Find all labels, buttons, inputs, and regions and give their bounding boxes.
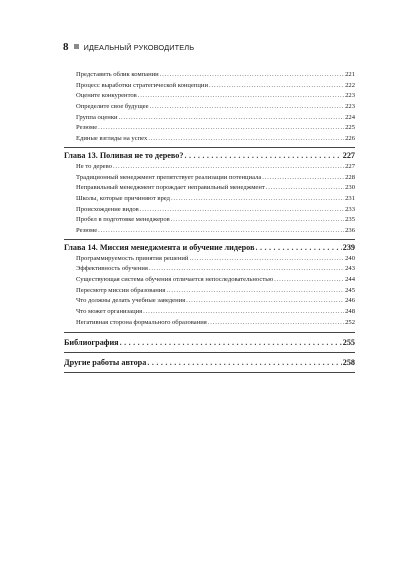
toc-entry[interactable]: Определите свое будущее . . . 223 — [64, 102, 355, 113]
toc-other-works[interactable]: Другие работы автора . . . 258 — [64, 356, 355, 369]
toc-entry[interactable]: Что должны делать учебные заведения . . . 246 — [64, 296, 355, 307]
toc-entry[interactable]: Негативная сторона формального образования . . . 252 — [64, 318, 355, 329]
toc-entry[interactable]: Происхождение видов . . . 233 — [64, 205, 355, 216]
divider — [64, 147, 355, 148]
toc-entry[interactable]: Резюме . . . 236 — [64, 226, 355, 237]
toc-entry[interactable]: Эффективность обучения . . . 243 — [64, 264, 355, 275]
divider — [64, 332, 355, 333]
toc-entry[interactable]: Пересмотр миссии образования . . . 245 — [64, 286, 355, 297]
toc-group-1 — [64, 70, 355, 145]
toc-entry[interactable]: Процесс выработки стратегической концепции . . . 222 — [64, 81, 355, 92]
toc-chapter-14[interactable]: Глава 14. Миссия менеджмента и обучение лидеров . . . 239 — [64, 241, 355, 254]
toc-entry[interactable]: Оцените конкурентов . . . 223 — [64, 91, 355, 102]
toc-entry[interactable]: Программируемость принятия решений . . . 240 — [64, 254, 355, 265]
divider — [64, 352, 355, 353]
toc-chapter-13[interactable]: Глава 13. Поливая не то дерево? . . . 227 — [64, 149, 355, 162]
toc-entry[interactable]: Что может организация . . . 248 — [64, 307, 355, 318]
divider — [64, 239, 355, 240]
page-number: 8 — [63, 41, 69, 53]
table-of-contents — [64, 70, 355, 374]
toc-bibliography[interactable]: Библиография . . . 255 — [64, 336, 355, 349]
toc-entry[interactable]: Группа оценки . . . 224 — [64, 113, 355, 124]
toc-entry[interactable]: Традиционный менеджмент препятствует реализации потенциала . . . 228 — [64, 173, 355, 184]
toc-entry[interactable]: Резюме . . . 225 — [64, 123, 355, 134]
toc-entry[interactable]: Единые взгляды на успех . . . 226 — [64, 134, 355, 145]
header-square-icon — [74, 44, 79, 49]
running-header — [63, 41, 194, 53]
divider — [64, 372, 355, 373]
toc-group-3 — [64, 254, 355, 329]
toc-entry[interactable]: Школы, которые причиняют вред . . . 231 — [64, 194, 355, 205]
toc-entry[interactable]: Существующая система обучения отличается непоследовательностью . . . 244 — [64, 275, 355, 286]
toc-entry[interactable]: Пробел в подготовке менеджеров . . . 235 — [64, 215, 355, 226]
toc-entry[interactable]: Неправильный менеджмент порождает неправильный менеджмент . . . 230 — [64, 183, 355, 194]
toc-group-2 — [64, 162, 355, 237]
toc-entry[interactable]: Представить облик компании . . . 221 — [64, 70, 355, 81]
book-title: ИДЕАЛЬНЫЙ РУКОВОДИТЕЛЬ — [83, 43, 195, 52]
toc-entry[interactable]: Не то дерево . . . 227 — [64, 162, 355, 173]
